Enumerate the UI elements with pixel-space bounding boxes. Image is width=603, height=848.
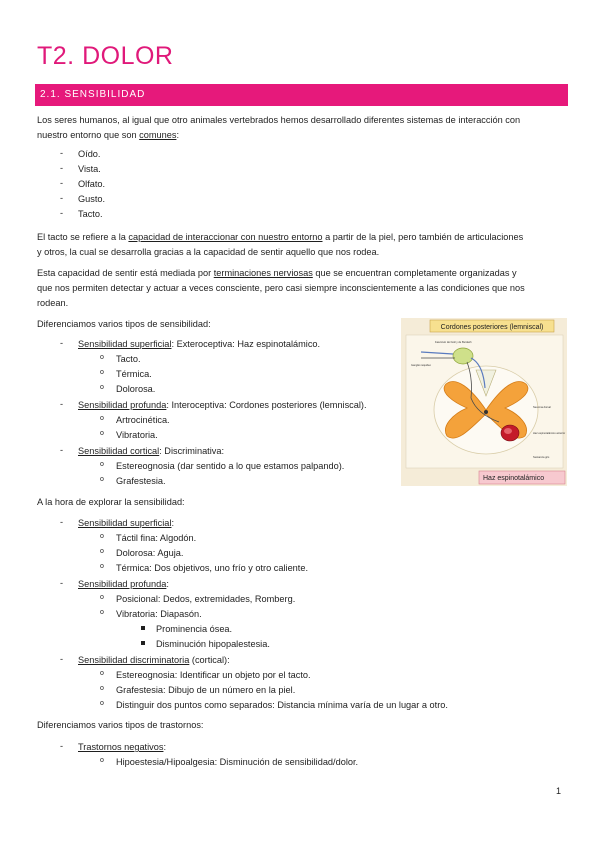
paragraph-3-line-1 <box>37 266 517 280</box>
circle-bullet: o <box>100 757 104 764</box>
text: nuestro entorno que son <box>37 130 140 140</box>
type-description: : Exteroceptiva: Haz espinotalámico. <box>171 339 321 349</box>
spinal-cord-diagram <box>401 318 567 486</box>
figure-small-label: Haz espinotalámico anterior <box>533 432 566 435</box>
circle-bullet: o <box>100 430 104 437</box>
dash-bullet: - <box>60 208 64 218</box>
sub-item: Térmica: Dos objetivos, uno frío y otro caliente. <box>116 563 308 573</box>
text: : <box>171 518 175 528</box>
dash-bullet: - <box>60 148 64 158</box>
text: Esta capacidad de sentir está mediada por <box>37 268 214 278</box>
type-description: : Interoceptiva: Cordones posteriores (lemniscal). <box>166 400 367 410</box>
circle-bullet: o <box>100 670 104 677</box>
sub-item: Dolorosa: Aguja. <box>116 548 184 558</box>
dash-bullet: - <box>60 338 64 348</box>
sub-item: Grafestesia. <box>116 476 166 486</box>
sub-item: Estereognosia (dar sentido a lo que estamos palpando). <box>116 461 345 471</box>
page-number: 1 <box>556 786 562 796</box>
sub-item: Dolorosa. <box>116 384 156 394</box>
text: El tacto se refiere a la <box>37 232 129 242</box>
type-item <box>78 337 320 351</box>
circle-bullet: o <box>100 415 104 422</box>
list-item: Gusto. <box>78 194 106 204</box>
disorder-item <box>78 740 166 754</box>
type-label: Sensibilidad superficial <box>78 339 172 349</box>
sub-sub-item: Disminución hipopalestesia. <box>156 639 270 649</box>
square-bullet <box>141 626 145 630</box>
explore-label: Sensibilidad profunda <box>78 579 167 589</box>
text: a partir de la piel, pero también de articulaciones <box>322 232 524 242</box>
list-item: Vista. <box>78 164 101 174</box>
circle-bullet: o <box>100 384 104 391</box>
top-label: Cordones posteriores (lemniscal) <box>440 324 544 331</box>
sub-item: Grafestesia: Dibujo de un número en la piel. <box>116 685 296 695</box>
sub-sub-item: Prominencia ósea. <box>156 624 233 634</box>
underlined-term: comunes <box>139 130 177 140</box>
dash-bullet: - <box>60 517 64 527</box>
sub-item: Hipoestesia/Hipoalgesia: Disminución de sensibilidad/dolor. <box>116 757 359 767</box>
sub-item: Vibratoria: Diapasón. <box>116 609 202 619</box>
underlined-term: capacidad de interaccionar con nuestro entorno <box>128 232 323 242</box>
central-canal <box>484 410 488 414</box>
circle-bullet: o <box>100 533 104 540</box>
dash-bullet: - <box>60 578 64 588</box>
paragraph-2-line-2: y otros, la cual se desarrolla gracias a la capacidad de sentir aquello que nos rodea. <box>37 247 380 257</box>
types-heading: Diferenciamos varios tipos de sensibilidad: <box>37 319 211 329</box>
circle-bullet: o <box>100 563 104 570</box>
text: (cortical): <box>189 655 230 665</box>
spinothalamic-highlight <box>504 428 512 434</box>
list-item: Oído. <box>78 149 101 159</box>
sub-item: Distinguir dos puntos como separados: Distancia mínima varía de un lugar a otro. <box>116 700 448 710</box>
page-title: T2. DOLOR <box>37 42 174 70</box>
sub-item: Tacto. <box>116 354 141 364</box>
section-header: 2.1. SENSIBILIDAD <box>35 84 568 106</box>
paragraph-3-line-3: rodean. <box>37 298 69 308</box>
type-label: Sensibilidad profunda <box>78 400 167 410</box>
explore-item <box>78 516 174 530</box>
type-label: Sensibilidad cortical <box>78 446 160 456</box>
circle-bullet: o <box>100 594 104 601</box>
figure-small-label: Fascículo del Goll y de Burdach <box>435 341 472 344</box>
disorder-label: Trastornos negativos <box>78 742 164 752</box>
dash-bullet: - <box>60 445 64 455</box>
circle-bullet: o <box>100 476 104 483</box>
circle-bullet: o <box>100 685 104 692</box>
circle-bullet: o <box>100 609 104 616</box>
bottom-label: Haz espinotalámico <box>483 475 545 482</box>
sub-item: Estereognosia: Identificar un objeto por el tacto. <box>116 670 311 680</box>
list-item: Olfato. <box>78 179 106 189</box>
type-description: : Discriminativa: <box>159 446 225 456</box>
text: : <box>166 579 169 589</box>
dash-bullet: - <box>60 399 64 409</box>
dash-bullet: - <box>60 163 64 173</box>
dash-bullet: - <box>60 193 64 203</box>
explore-label: Sensibilidad discriminatoria <box>78 655 190 665</box>
dash-bullet: - <box>60 741 64 751</box>
paragraph-1-line-2 <box>37 128 179 142</box>
square-bullet <box>141 641 145 645</box>
sub-item: Artrocinética. <box>116 415 170 425</box>
type-item <box>78 444 224 458</box>
paragraph-3-line-2: que nos permiten detectar y actuar a veces consciente, pero casi siempre inconscientemente a las condiciones que nos <box>37 283 525 293</box>
text: que se encuentran completamente organizadas y <box>312 268 517 278</box>
explore-label: Sensibilidad superficial <box>78 518 172 528</box>
circle-bullet: o <box>100 548 104 555</box>
circle-bullet: o <box>100 461 104 468</box>
ganglion <box>453 348 473 364</box>
text: : <box>176 130 180 140</box>
figure-small-label: Neurona dorsal <box>533 406 551 409</box>
dash-bullet: - <box>60 654 64 664</box>
sub-item: Vibratoria. <box>116 430 158 440</box>
list-item: Tacto. <box>78 209 103 219</box>
sub-item: Táctil fina: Algodón. <box>116 533 197 543</box>
circle-bullet: o <box>100 369 104 376</box>
type-item <box>78 398 367 412</box>
underlined-term: terminaciones nerviosas <box>213 268 313 278</box>
circle-bullet: o <box>100 700 104 707</box>
text: : <box>163 742 167 752</box>
figure-small-label: Ganglio raquídeo <box>411 364 431 367</box>
paragraph-1-line-1: Los seres humanos, al igual que otro animales vertebrados hemos desarrollado diferentes sistemas de interacción con <box>37 115 521 125</box>
dash-bullet: - <box>60 178 64 188</box>
sub-item: Térmica. <box>116 369 152 379</box>
explore-item <box>78 653 230 667</box>
sub-item: Posicional: Dedos, extremidades, Romberg. <box>116 594 296 604</box>
figure-small-label: Sustancia gris <box>533 456 550 459</box>
circle-bullet: o <box>100 354 104 361</box>
explore-item <box>78 577 169 591</box>
explore-heading: A la hora de explorar la sensibilidad: <box>37 497 185 507</box>
paragraph-2-line-1 <box>37 230 523 244</box>
disorders-heading: Diferenciamos varios tipos de trastornos: <box>37 720 204 730</box>
